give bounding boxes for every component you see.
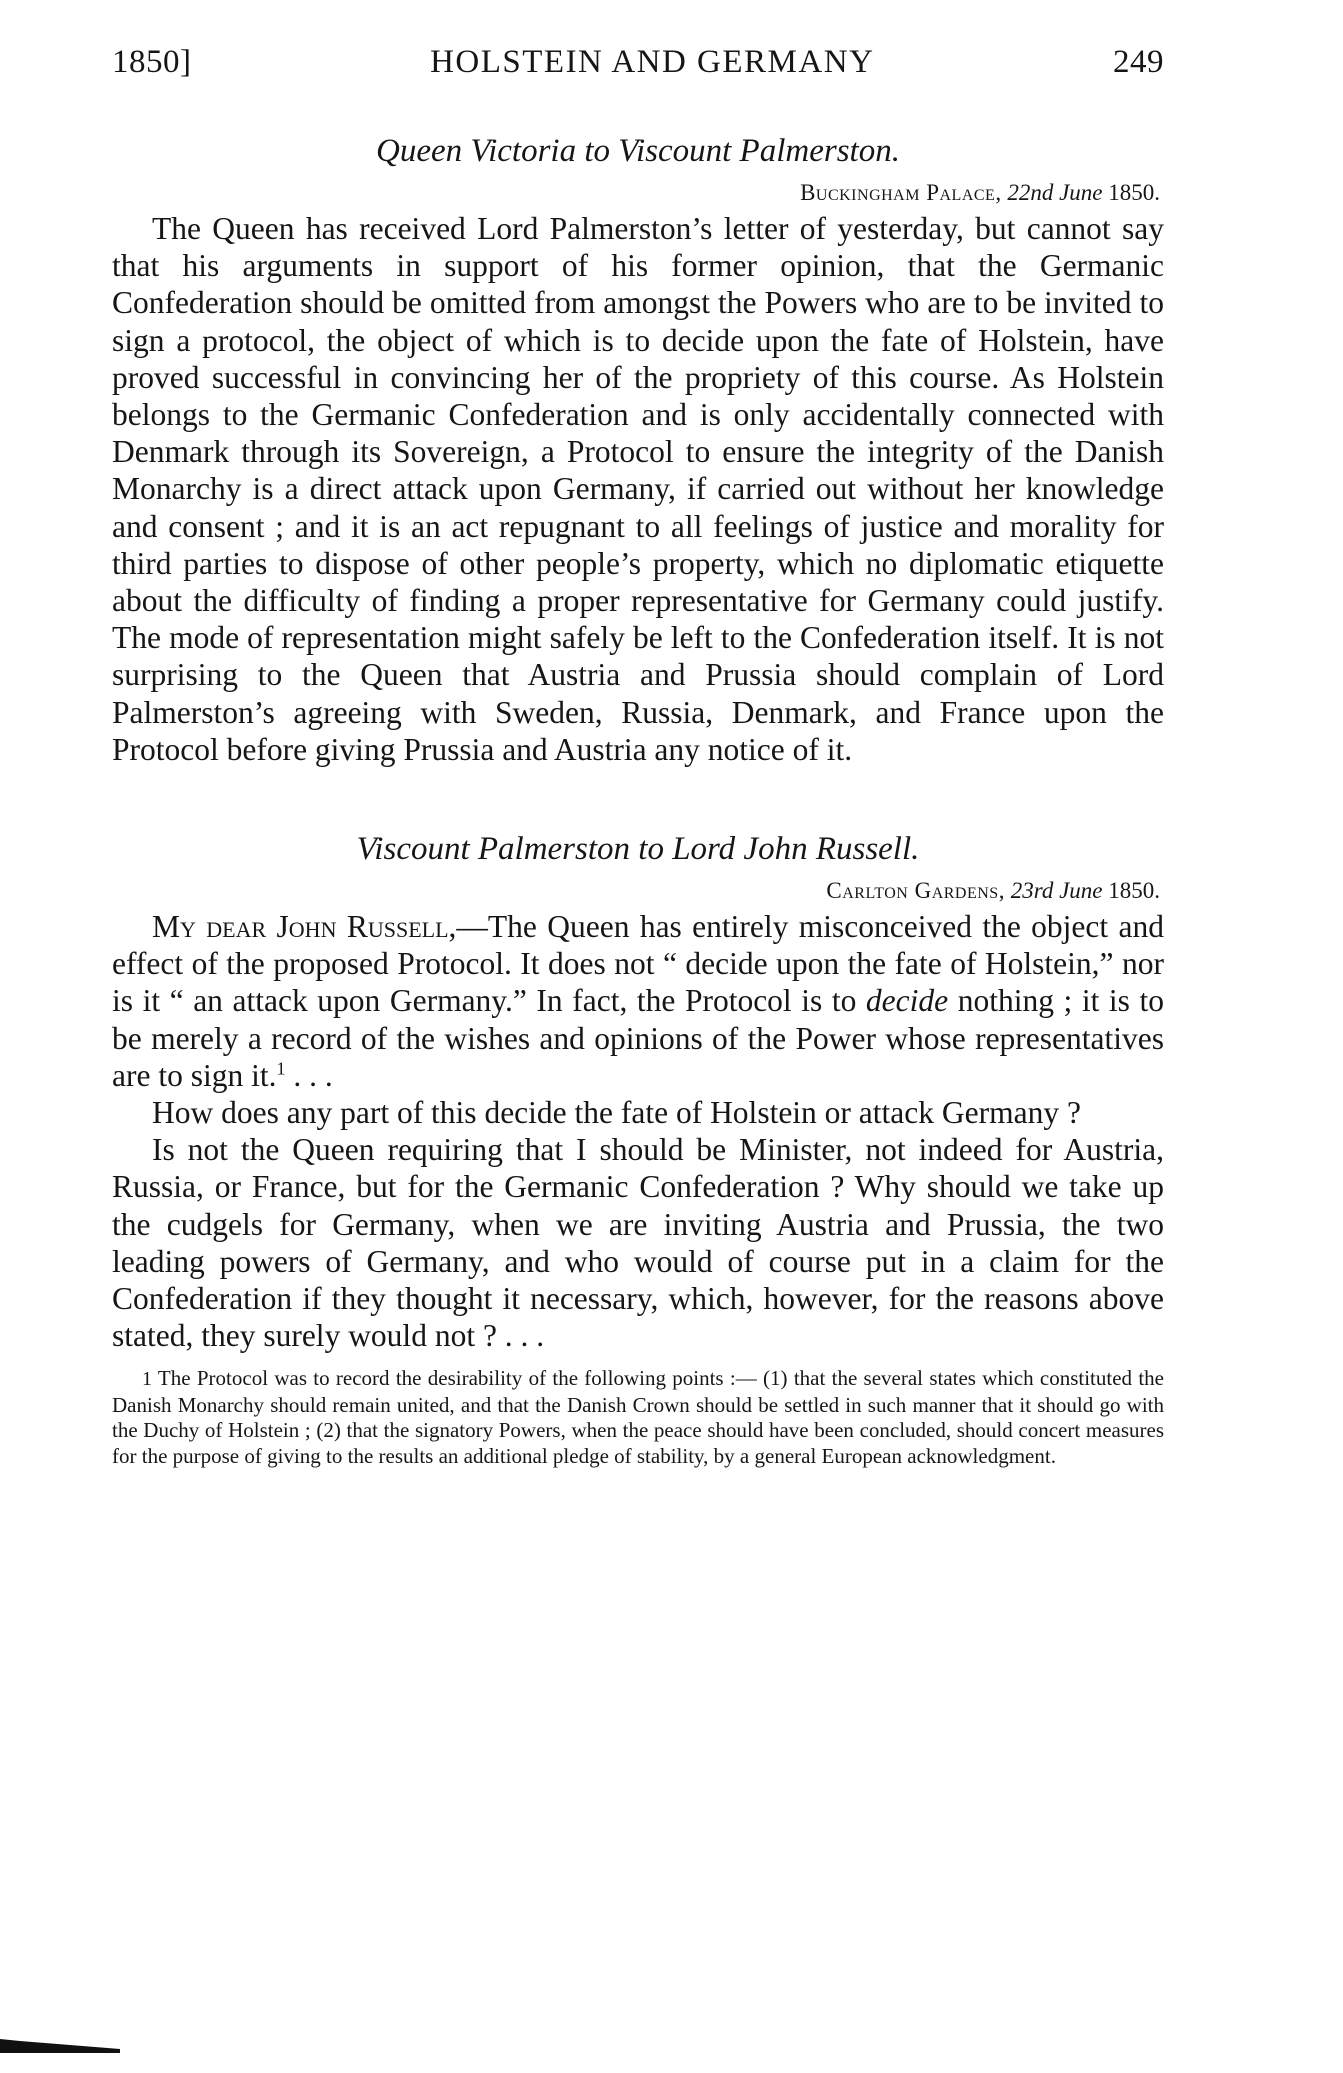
dateline-year: 1850. xyxy=(1108,180,1160,205)
dateline-year: 1850. xyxy=(1108,878,1160,904)
dateline-place: Buckingham Palace, xyxy=(800,180,1002,205)
letter-body: The Queen has received Lord Palmerston’s letter of yesterday, but cannot say that his arguments in support of his former opinion, that the Germanic Confederation should be omitted from amongst the Powers who are to be invited to sign a protocol, the object of which is to decide upon the fate of Holstein, have proved successful in convincing her of the propriety of this course. As Holstein belongs to the Germanic Confederation and is only accidentally connected with Denmark through its Sovereign, a Protocol to ensure the integrity of the Danish Monarchy is a direct attack upon Germany, if carried out without her knowledge and consent ; and it is an act repugnant to all feelings of justice and morality for third parties to dispose of other people’s property, which no diplomatic etiquette about the difficulty of finding a proper representative for Germany could justify. The mode of representation might safely be left to the Confederation itself. It is not surprising to the Queen that Austria and Prussia should complain of Lord Palmerston’s agreeing with Sweden, Russia, Denmark, and France upon the Protocol before giving Prussia and Austria any notice of it. xyxy=(112,211,1164,767)
dateline-month: June xyxy=(1059,180,1103,205)
header-year: 1850] xyxy=(112,44,192,80)
letter-queen-victoria xyxy=(112,132,1164,768)
footnote-reference[interactable]: 1 xyxy=(276,1058,286,1079)
letter-dateline xyxy=(112,876,1164,906)
scan-edge-mark xyxy=(0,2039,120,2053)
book-page xyxy=(112,44,1164,1469)
header-page-number: 249 xyxy=(1112,44,1164,80)
letter-dateline xyxy=(112,178,1164,208)
scan-edge-shape xyxy=(0,2039,120,2053)
footnote xyxy=(112,1366,1164,1469)
paragraph-text: . . . xyxy=(285,1057,333,1093)
salutation: My dear John Russell, xyxy=(152,909,457,945)
letter-viscount-palmerston xyxy=(112,830,1164,1354)
paragraph-text: —The Queen has entirely misconceived the object and effect of the proposed Protocol. It does not “ decide upon the fate of Holstein,” nor is it “ an attack upon Germany.” In fact, the Protocol is to xyxy=(112,909,1165,1019)
header-title: HOLSTEIN AND GERMANY xyxy=(430,44,875,80)
letter-heading: Viscount Palmerston to Lord John Russell. xyxy=(356,831,920,868)
paragraph-text: nothing ; it is to be merely a record of the wishes and opinions of the Power whose representatives are to sign it. xyxy=(112,983,1164,1093)
dateline-day: 23rd xyxy=(1010,878,1054,904)
letter-heading: Queen Victoria to Viscount Palmerston. xyxy=(376,133,900,169)
letter-paragraph: How does any part of this decide the fate of Holstein or attack Germany ? xyxy=(152,1095,1081,1131)
dateline-place: Carlton Gardens, xyxy=(826,878,1005,904)
footnote-text: The Protocol was to record the desirability of the following points :— (1) that the several states which constituted the Danish Monarchy should remain united, and that the Danish Crown should be settled in such manner that it should go with the Duchy of Holstein ; (2) that the signatory Powers, when the peace should have been concluded, should concert measures for the purpose of giving to the results an additional pledge of stability, by a general European acknowledgment. xyxy=(112,1366,1164,1468)
footnote-marker: 1 xyxy=(142,1368,152,1391)
emphasis-text: decide xyxy=(865,983,949,1019)
letter-paragraph xyxy=(112,908,1164,1094)
dateline-month: June xyxy=(1059,878,1103,904)
letter-paragraph: Is not the Queen requiring that I should be Minister, not indeed for Austria, Russia, or France, but for the Germanic Confederation ? Why should we take up the cudgels for Germany, when we are inviting Austria and Prussia, the two leading powers of Germany, and who would of course put in a claim for the Confederation if they thought it necessary, which, however, for the reasons above stated, they surely would not ? . . . xyxy=(112,1132,1164,1354)
running-head xyxy=(112,44,1164,94)
dateline-day: 22nd xyxy=(1007,180,1054,205)
